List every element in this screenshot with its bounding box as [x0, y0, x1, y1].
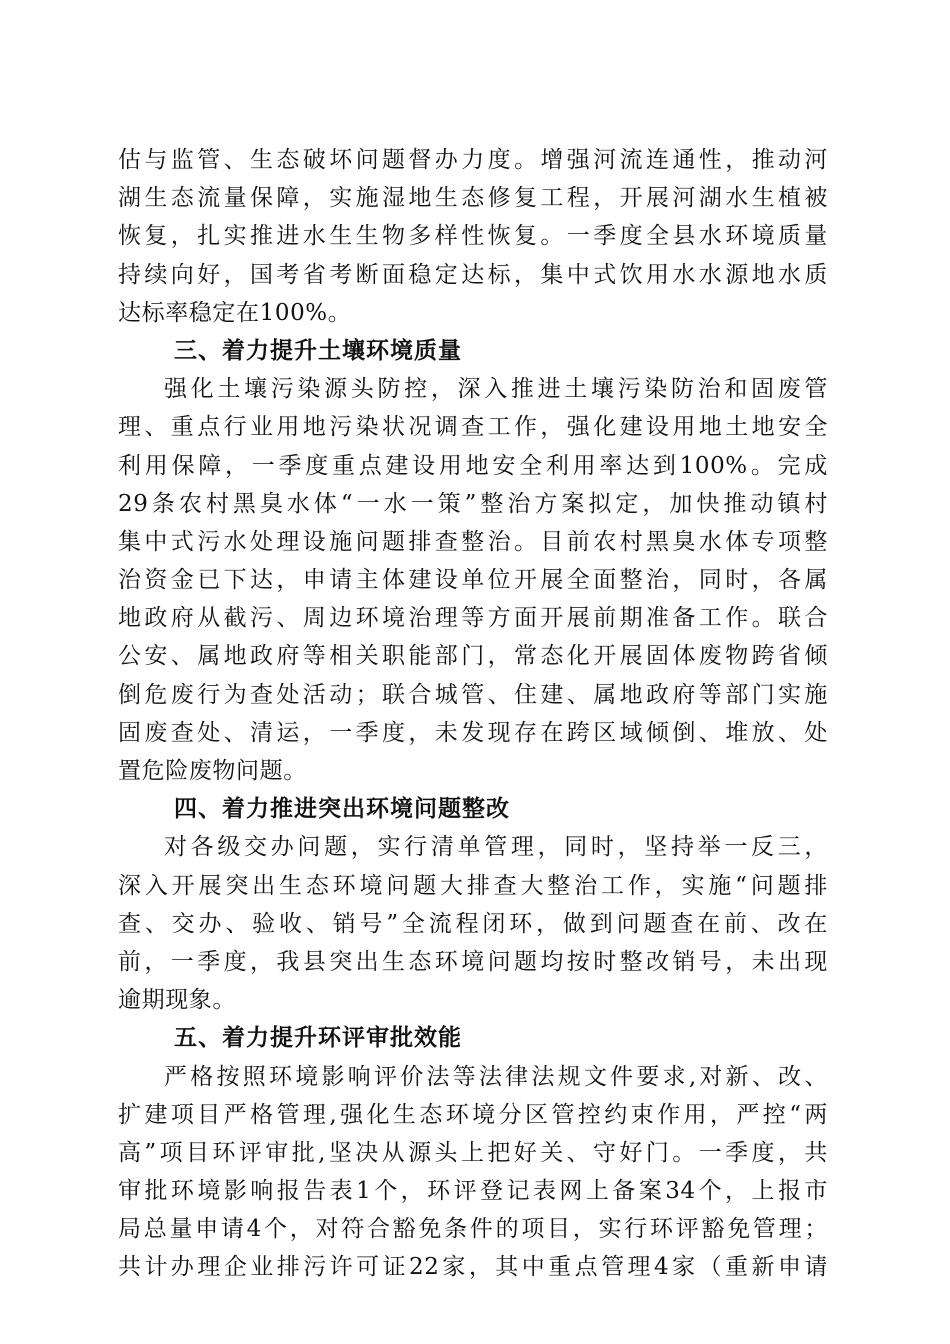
text-line: 利用保障，一季度重点建设用地安全利用率达到100%。完成 [118, 452, 828, 479]
text-line: 查、交办、验收、销号”全流程闭环，做到问题查在前、改在 [118, 910, 828, 937]
paragraph-rectification [118, 828, 828, 1019]
text-line: 理、重点行业用地污染状况调查工作，强化建设用地土地安全 [118, 414, 828, 441]
text-line: 湖生态流量保障，实施湿地生态修复工程，开展河湖水生植被 [118, 185, 828, 212]
text-line: 审批环境影响报告表1个，环评登记表网上备案34个，上报市 [118, 1178, 828, 1205]
text-line: 逾期现象。 [118, 987, 236, 1014]
text-line: 倒危废行为查处活动；联合城管、住建、属地政府等部门实施 [118, 681, 828, 708]
text-line: 扩建项目严格管理,强化生态环境分区管控约束作用，严控“两 [118, 1101, 828, 1128]
text-line: 29条农村黑臭水体“一水一策”整治方案拟定，加快推动镇村 [118, 490, 828, 517]
document-page [118, 141, 828, 1287]
section-heading-eia-approval: 五、着力提升环评审批效能 [174, 1025, 462, 1052]
section-heading-rectification: 四、着力推进突出环境问题整改 [174, 796, 510, 823]
text-line: 公安、属地政府等相关职能部门，常态化开展固体废物跨省倾 [118, 643, 828, 670]
text-line: 固废查处、清运，一季度，未发现存在跨区域倾倒、堆放、处 [118, 719, 828, 746]
text-line: 治资金已下达，申请主体建设单位开展全面整治，同时，各属 [118, 567, 828, 594]
text-line: 对各级交办问题，实行清单管理，同时，坚持举一反三， [164, 834, 828, 861]
paragraph-soil-environment [118, 370, 828, 790]
text-line: 持续向好，国考省考断面稳定达标，集中式饮用水水源地水质 [118, 261, 828, 288]
text-line: 前，一季度，我县突出生态环境问题均按时整改销号，未出现 [118, 948, 828, 975]
text-line: 集中式污水处理设施问题排查整治。目前农村黑臭水体专项整 [118, 528, 828, 555]
text-line: 严格按照环境影响评价法等法律法规文件要求,对新、改、 [164, 1063, 828, 1090]
text-line: 估与监管、生态破坏问题督办力度。增强河流连通性，推动河 [118, 147, 828, 173]
text-line: 置危险废物问题。 [118, 758, 307, 784]
text-line: 达标率稳定在100%。 [118, 299, 352, 326]
text-line: 共计办理企业排污许可证22家，其中重点管理4家（重新申请 [118, 1254, 828, 1281]
text-line: 局总量申请4个，对符合豁免条件的项目，实行环评豁免管理； [118, 1216, 828, 1243]
text-line: 恢复，扎实推进水生生物多样性恢复。一季度全县水环境质量 [118, 223, 828, 250]
text-line: 高”项目环评审批,坚决从源头上把好关、守好门。一季度，共 [118, 1139, 828, 1166]
section-heading-soil: 三、着力提升土壤环境质量 [174, 337, 462, 364]
paragraph-water-environment [118, 141, 828, 332]
text-line: 地政府从截污、周边环境治理等方面开展前期准备工作。联合 [118, 605, 828, 632]
text-line: 强化土壤污染源头防控，深入推进土壤污染防治和固废管 [164, 376, 828, 403]
text-line: 深入开展突出生态环境问题大排查大整治工作，实施“问题排 [118, 872, 828, 899]
paragraph-eia-approval [118, 1058, 828, 1287]
